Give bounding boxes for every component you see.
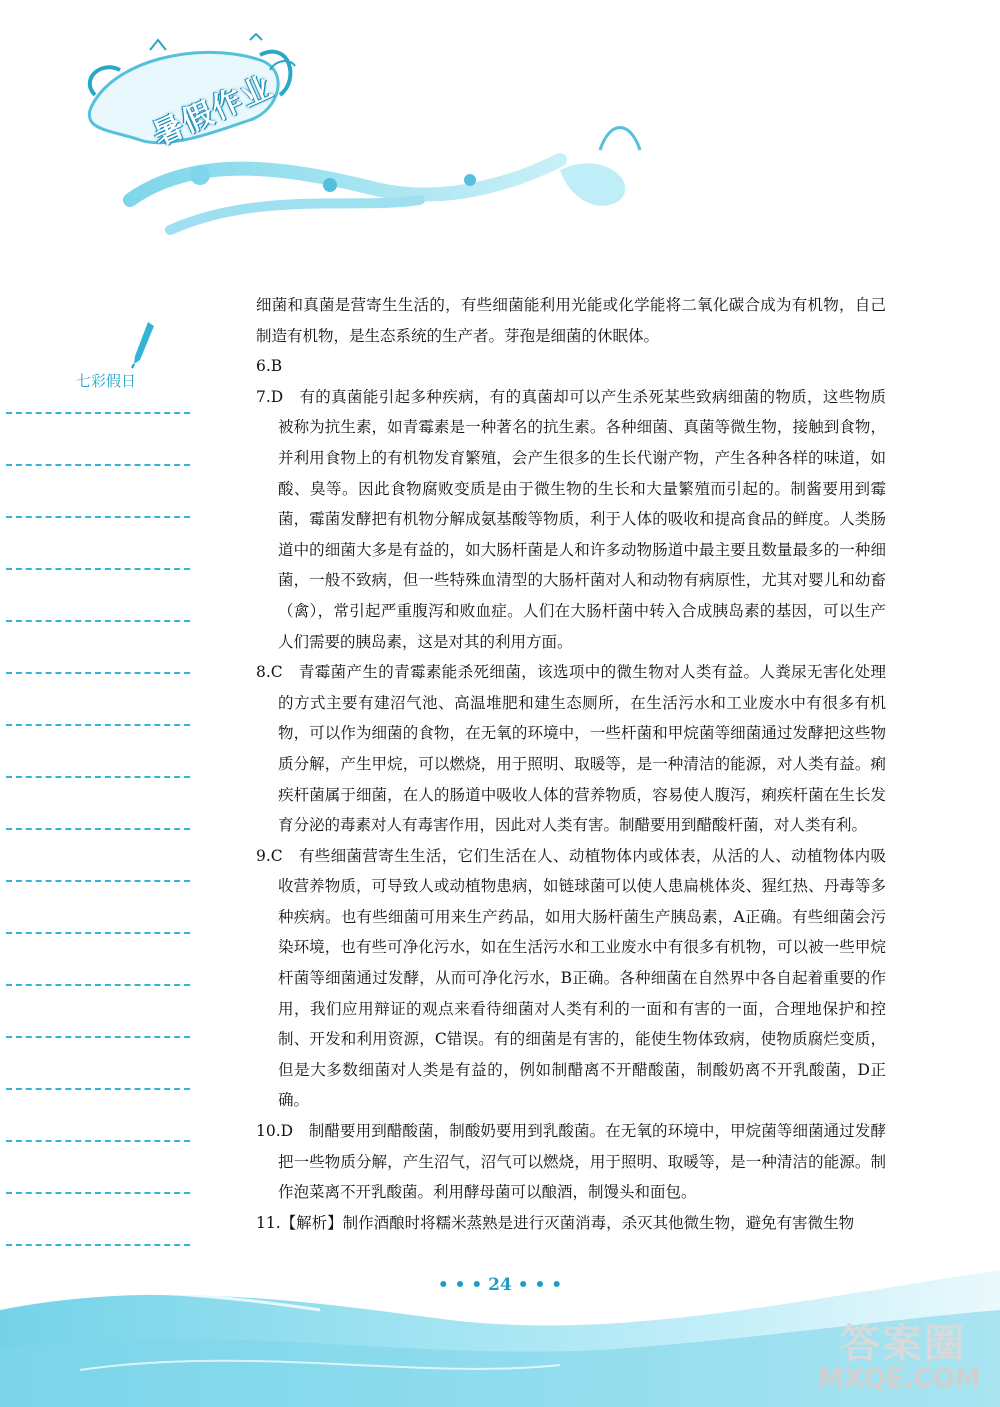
header-decoration [0,0,1000,260]
answer-number: 11. [256,1213,281,1232]
note-line [6,516,190,518]
answer-item [256,351,886,382]
answer-item [256,1116,886,1208]
answer-item [256,1208,886,1239]
answer-text: C 青霉菌产生的青霉素能杀死细菌，该选项中的微生物对人类有益。人粪尿无害化处理的方式主要有建沼气池、高温堆肥和建生态厕所，在生活污水和工业废水中有很多有机物，可以作为细菌的食物，在无氧的环境中，一些杆菌和甲烷菌等细菌通过发酵把这些物质分解，产生甲烷，可以燃烧，用于照明、取暖等，是一种清洁的能源，对人类有益。痢疾杆菌属于细菌，在人的肠道中吸收人体的营养物质，容易使人腹泻，痢疾杆菌在生长发育分泌的毒素对人有毒害作用，因此对人类有害。制醋要用到醋酸杆菌，对人类有利。 [270,663,886,835]
note-line [6,828,190,830]
answer-item [256,382,886,657]
note-line [6,464,190,466]
note-line [6,1088,190,1090]
intro-paragraph: 细菌和真菌是营寄生生活的，有些细菌能利用光能或化学能将二氧化碳合成为有机物，自己制造有机物，是生态系统的生产者。芽孢是细菌的休眠体。 [256,296,886,345]
answer-content [256,290,886,1238]
answer-number: 7. [256,387,271,406]
page-number: • • • 24 • • • [437,1275,563,1295]
note-line [6,620,190,622]
watermark-url: MXQE.COM [818,1364,981,1394]
sidebar-label: 七彩假日 [76,372,137,390]
watermark [810,1312,990,1402]
answer-item [256,657,886,841]
answer-text: D 制醋要用到醋酸菌，制酸奶要用到乳酸菌。在无氧的环境中，甲烷菌等细菌通过发酵把一些物质分解，产生沼气，沼气可以燃烧，用于照明、取暖等，是一种清洁的能源。制作泡菜离不开乳酸菌。利用酵母菌可以酿酒，制馒头和面包。 [278,1122,886,1202]
answer-text: 【解析】制作酒酿时将糯米蒸熟是进行灭菌消毒，杀灭其他微生物，避免有害微生物 [280,1213,855,1232]
answer-text: C 有些细菌营寄生生活，它们生活在人、动植物体内或体表，从活的人、动植物体内吸收营养物质，可导致人或动植物患病，如链球菌可以使人患扁桃体炎、猩红热、丹毒等多种疾病。也有些细菌可用来生产药品，如用大肠杆菌生产胰岛素，A正确。有些细菌会污染环境，也有些可净化污水，如在生活污水和工业废水中有很多有机物，可以被一些甲烷杆菌等细菌通过发酵，从而可净化污水，B正确。各种细菌在自然界中各自起着重要的作用，我们应用辩证的观点来看待细菌对人类有利的一面和有害的一面，合理地保护和控制、开发和利用资源，C错误。有的细菌是有害的，能使生物体致病，使物质腐烂变质，但是大多数细菌对人类是有益的，例如制醋离不开醋酸菌，制酸奶离不开乳酸菌，D正确。 [270,846,886,1110]
sidebar [0,320,200,1250]
pen-icon [130,320,156,370]
note-line [6,880,190,882]
answer-number: 8. [256,663,271,682]
note-line [6,984,190,986]
note-line [6,724,190,726]
note-line [6,1192,190,1194]
header-title: 暑假作业 [147,69,280,154]
note-line [6,1140,190,1142]
note-line [6,412,190,414]
answer-number: 6. [256,357,271,376]
watermark-text: 答案圈 [840,1321,966,1367]
answer-item [256,841,886,1116]
answer-text: D 有的真菌能引起多种疾病，有的真菌却可以产生杀死某些致病细菌的物质，这些物质被称为抗生素，如青霉素是一种著名的抗生素。各种细菌、真菌等微生物，接触到食物，并利用食物上的有机物发育繁殖，会产生很多的生长代谢产物，产生各种各样的味道，如酸、臭等。因此食物腐败变质是由于微生物的生长和大量繁殖而引起的。制酱要用到霉菌，霉菌发酵把有机物分解成氨基酸等物质，利于人体的吸收和提高食品的鲜度。人类肠道中的细菌大多是有益的，如大肠杆菌是人和许多动物肠道中最主要且数量最多的一种细菌，一般不致病，但一些特殊血清型的大肠杆菌对人和动物有病原性，尤其对婴儿和幼畜（禽），常引起严重腹泻和败血症。人们在大肠杆菌中转入合成胰岛素的基因，可以生产人们需要的胰岛素，这是对其的利用方面。 [270,387,886,651]
note-line [6,568,190,570]
note-line [6,932,190,934]
answer-number: 10. [256,1122,281,1141]
note-line [6,1036,190,1038]
note-line [6,672,190,674]
answer-text: B [270,357,283,376]
note-line [6,776,190,778]
answer-number: 9. [256,846,271,865]
